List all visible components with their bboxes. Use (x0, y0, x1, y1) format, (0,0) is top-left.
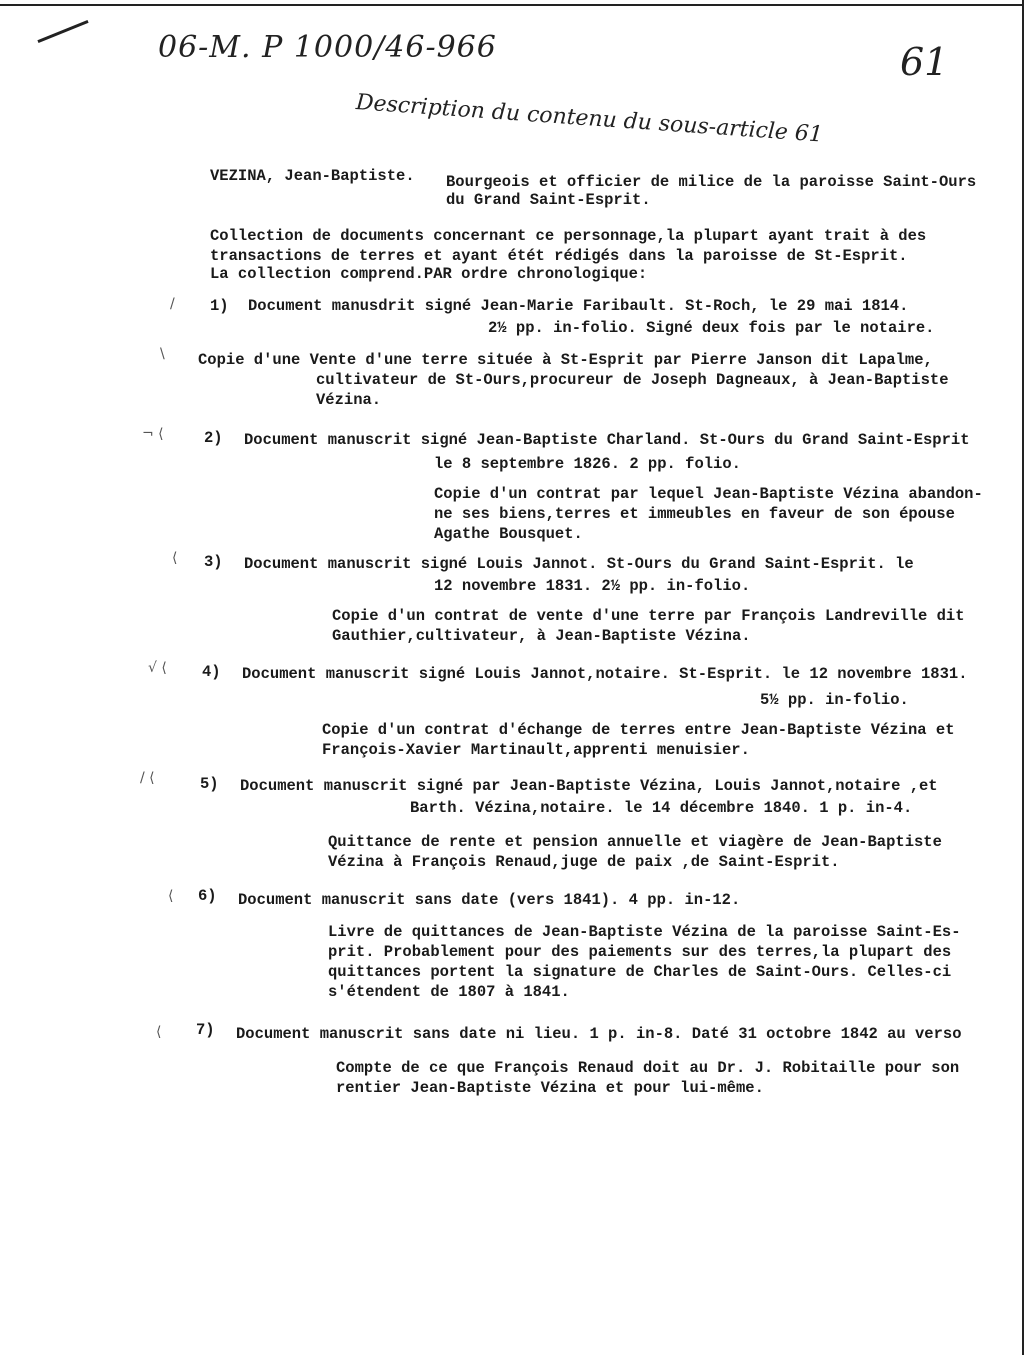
header-name: VEZINA, Jean-Baptiste. (210, 167, 415, 185)
item-document-line2: 2½ pp. in-folio. Signé deux fois par le notaire. (488, 319, 935, 337)
item-number: 2) (204, 429, 223, 447)
intro-line1: Collection de documents concernant ce personnage,la plupart ayant trait à des (210, 227, 927, 245)
header-desc-line2: du Grand Saint-Esprit. (446, 191, 651, 209)
item-description-line1: Copie d'un contrat par lequel Jean-Baptiste Vézina abandon- (434, 485, 983, 503)
check-mark: ⟨ (172, 550, 178, 566)
check-mark: √ ⟨ (148, 660, 167, 676)
item-document-line2: Barth. Vézina,notaire. le 14 décembre 1840. 1 p. in-4. (410, 799, 913, 817)
item-description-line2: Gauthier,cultivateur, à Jean-Baptiste Vézina. (332, 627, 751, 645)
item-number: 5) (200, 775, 219, 793)
check-mark: \ (160, 346, 165, 362)
check-mark: ¬ ⟨ (142, 426, 164, 442)
item-description-line1: Compte de ce que François Renaud doit au Dr. J. Robitaille pour son (336, 1059, 960, 1077)
item-description-line2: François-Xavier Martinault,apprenti menuisier. (322, 741, 750, 759)
header-desc-line1: Bourgeois et officier de milice de la paroisse Saint-Ours (446, 173, 977, 191)
archive-reference: 06-M. P 1000/46-966 (158, 30, 497, 65)
item-description-line1: Livre de quittances de Jean-Baptiste Vézina de la paroisse Saint-Es- (328, 923, 961, 941)
scan-border-top (0, 4, 1024, 6)
item-description-line1: Copie d'un contrat de vente d'une terre par François Landreville dit (332, 607, 965, 625)
item-document-line1: Document manuscrit signé Louis Jannot,notaire. St-Esprit. le 12 novembre 1831. (242, 665, 968, 683)
check-mark: / (170, 296, 175, 312)
item-number: 7) (196, 1021, 215, 1039)
item-description-line4: s'étendent de 1807 à 1841. (328, 983, 570, 1001)
item-number: 4) (202, 663, 221, 681)
item-document-line1: Document manuscrit signé Jean-Baptiste Charland. St-Ours du Grand Saint-Esprit (244, 431, 970, 449)
item-document-line1: Document manuscrit sans date ni lieu. 1 p. in-8. Daté 31 octobre 1842 au verso (236, 1025, 962, 1043)
item-document-line2: 12 novembre 1831. 2½ pp. in-folio. (434, 577, 751, 595)
item-description-line1: Quittance de rente et pension annuelle et viagère de Jean-Baptiste (328, 833, 942, 851)
intro-line3: La collection comprend.PAR ordre chronologique: (210, 265, 648, 283)
item-description-line1: Copie d'un contrat d'échange de terres entre Jean-Baptiste Vézina et (322, 721, 955, 739)
item-description-line1: Copie d'une Vente d'une terre située à St-Esprit par Pierre Janson dit Lapalme, (198, 351, 933, 369)
item-description-line3: quittances portent la signature de Charles de Saint-Ours. Celles-ci (328, 963, 952, 981)
item-document-line2: 5½ pp. in-folio. (760, 691, 909, 709)
item-description-line2: prit. Probablement pour des paiements sur des terres,la plupart des (328, 943, 952, 961)
item-document-line2: le 8 septembre 1826. 2 pp. folio. (434, 455, 741, 473)
item-description-line3: Vézina. (316, 391, 382, 409)
item-document-line1: Document manuscrit signé Louis Jannot. St-Ours du Grand Saint-Esprit. le (244, 555, 914, 573)
check-mark: ⟨ (156, 1024, 162, 1040)
check-mark: ⟨ (168, 888, 174, 904)
item-description-line2: ne ses biens,terres et immeubles en faveur de son épouse (434, 505, 955, 523)
intro-line2: transactions de terres et ayant étét rédigés dans la paroisse de St-Esprit. (210, 247, 908, 265)
item-description-line2: Vézina à François Renaud,juge de paix ,de Saint-Esprit. (328, 853, 840, 871)
item-document-line1: Document manusdrit signé Jean-Marie Faribault. St-Roch, le 29 mai 1814. (248, 297, 909, 315)
item-document-line1: Document manuscrit sans date (vers 1841). 4 pp. in-12. (238, 891, 741, 909)
item-description-line3: Agathe Bousquet. (434, 525, 583, 543)
item-document-line1: Document manuscrit signé par Jean-Baptiste Vézina, Louis Jannot,notaire ,et (240, 777, 938, 795)
item-description-line2: cultivateur de St-Ours,procureur de Joseph Dagneaux, à Jean-Baptiste (316, 371, 949, 389)
item-number: 6) (198, 887, 217, 905)
check-mark: / ⟨ (140, 770, 155, 786)
handwritten-subtitle: Description du contenu du sous-article 61 (355, 90, 824, 148)
item-number: 1) (210, 297, 229, 315)
page-number: 61 (900, 40, 949, 84)
item-description-line2: rentier Jean-Baptiste Vézina et pour lui-même. (336, 1079, 764, 1097)
handwritten-dash-mark (37, 20, 88, 43)
item-number: 3) (204, 553, 223, 571)
